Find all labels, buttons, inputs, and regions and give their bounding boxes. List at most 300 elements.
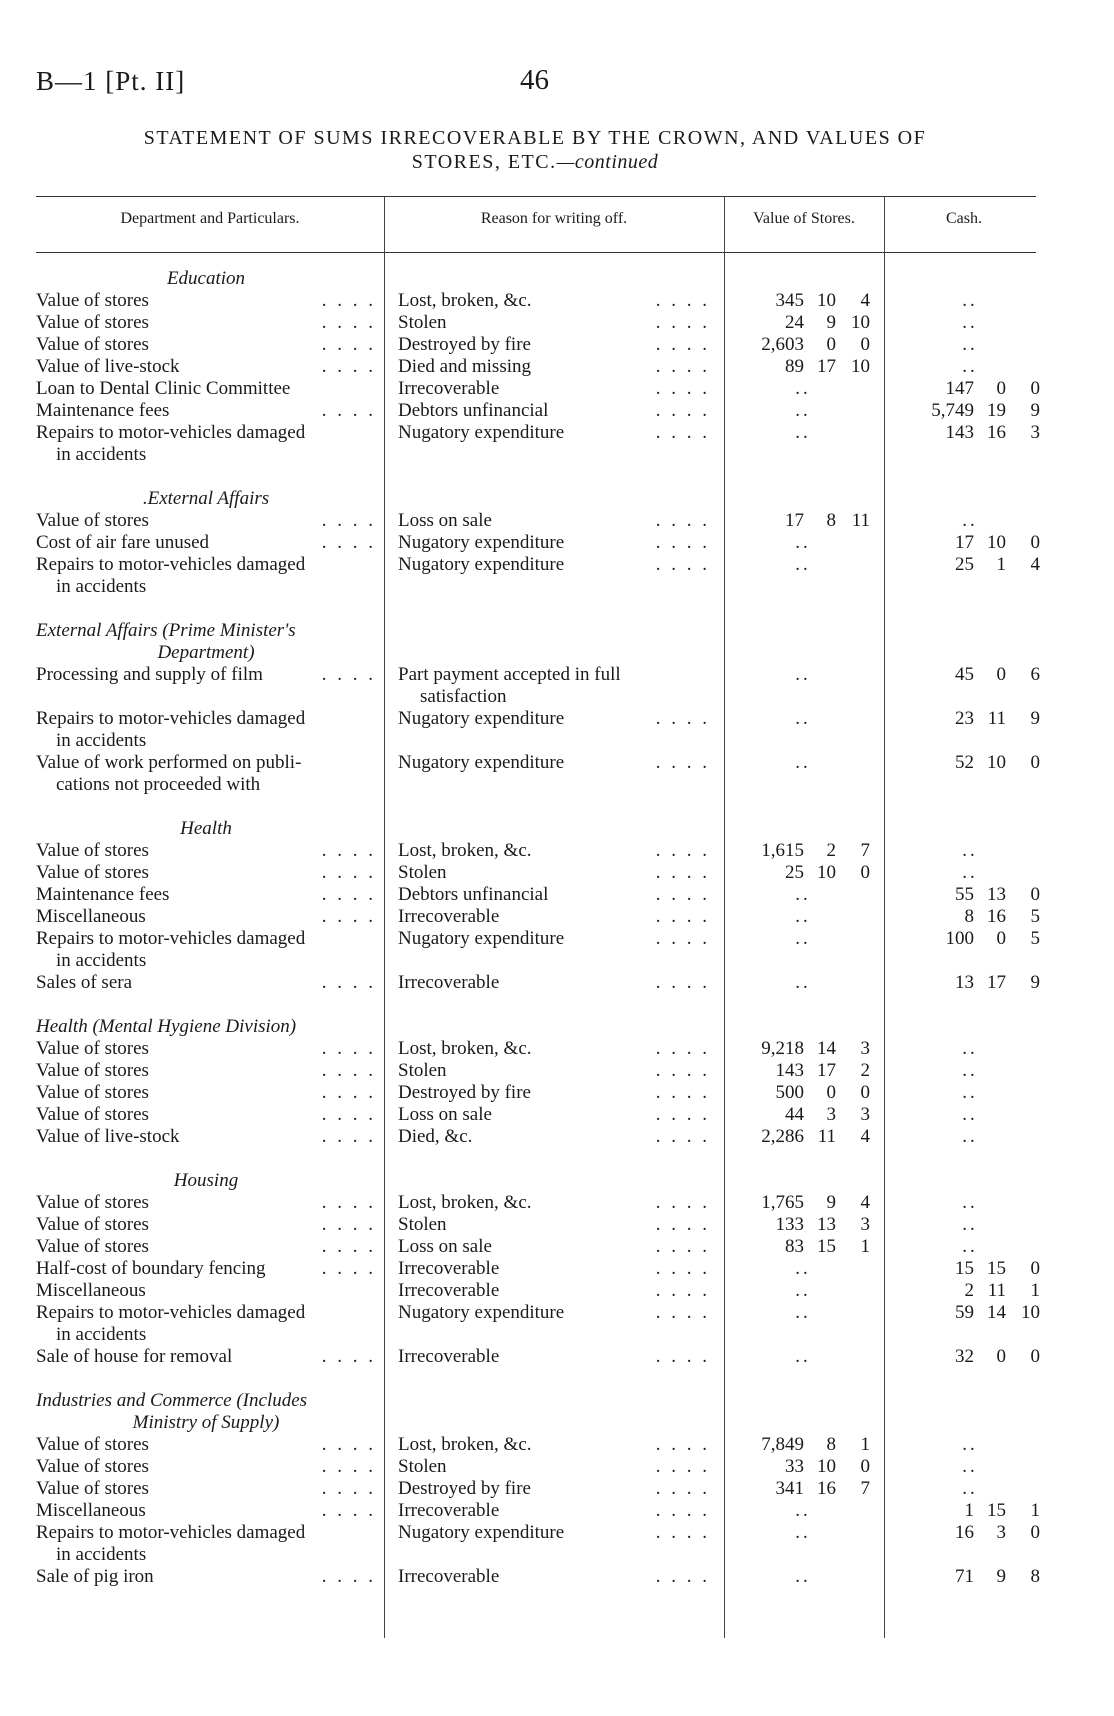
leader-dots: . . . . [321,1104,376,1125]
cash-value-nil: .. [962,1214,978,1235]
row-reason [398,1258,710,1280]
table-row [0,1258,1114,1280]
stores-value-pounds: 24 [785,312,804,333]
cash-value-pence: 1 [1030,1500,1040,1521]
section-heading-row [0,1170,1114,1192]
cash-value-shillings: 10 [987,532,1006,553]
reason-text: Loss on sale [398,1104,492,1125]
cash-value-shillings: 10 [987,752,1006,773]
stores-value [736,906,870,928]
page-number: 46 [520,64,549,96]
stores-value-pounds: 345 [775,290,804,311]
row-particulars [36,1126,376,1148]
cash-value-shillings: 17 [987,972,1006,993]
stores-value-pounds: 341 [775,1478,804,1499]
stores-value-nil: .. [795,532,811,553]
leader-dots: . . . . [321,972,376,993]
row-particulars [36,422,376,466]
title-line-2: STORES, ETC.—continued [411,151,659,173]
table-row [0,1522,1114,1566]
table-row [0,1126,1114,1148]
row-reason [398,312,710,334]
cash-value-nil: .. [962,334,978,355]
row-reason [398,1104,710,1126]
cash-value-shillings: 14 [987,1302,1006,1323]
cash-value [900,1478,1040,1500]
cash-value [900,400,1040,422]
leader-dots: . . . . [321,1126,376,1147]
leader-dots: . . . . [655,1280,710,1301]
cash-value-shillings: 0 [996,928,1006,949]
table-row [0,928,1114,972]
leader-dots: . . . . [655,1192,710,1213]
leader-dots: . . . . [321,1478,376,1499]
row-reason [398,1522,710,1544]
table-row [0,1038,1114,1060]
particulars-text: Value of stores [36,334,149,355]
row-particulars [36,840,376,862]
particulars-text: Processing and supply of film [36,664,263,685]
cash-value-nil: .. [962,1038,978,1059]
particulars-text-cont: in accidents [56,1544,147,1565]
row-particulars [36,1456,376,1478]
reason-text: Irrecoverable [398,1280,500,1301]
particulars-text-cont: in accidents [56,444,147,465]
cash-value-pounds: 5,749 [931,400,974,421]
cash-value-pounds: 1 [964,1500,974,1521]
leader-dots: . . . . [655,532,710,553]
reason-text: Lost, broken, &c. [398,1038,532,1059]
statement-table [0,268,1114,1588]
row-reason [398,1434,710,1456]
leader-dots: . . . . [655,422,710,443]
section-heading-row [0,1390,1114,1434]
cash-value-shillings: 0 [996,664,1006,685]
row-particulars [36,708,376,752]
row-particulars [36,1258,376,1280]
cash-value [900,510,1040,532]
cash-value-pounds: 23 [955,708,974,729]
stores-value [736,1214,870,1236]
cash-value-pounds: 45 [955,664,974,685]
particulars-text-cont: in accidents [56,1324,147,1345]
section-heading: Industries and Commerce (Includes [36,1390,308,1411]
column-header-cash: Cash. [946,210,982,227]
cash-value-pence: 0 [1030,378,1040,399]
cash-value [900,972,1040,994]
stores-value [736,972,870,994]
stores-value [736,1500,870,1522]
stores-value-pence: 4 [860,290,870,311]
leader-dots: . . . . [321,884,376,905]
leader-dots: . . . . [655,290,710,311]
leader-dots: . . . . [655,840,710,861]
stores-value-shillings: 16 [817,1478,836,1499]
stores-value [736,862,870,884]
table-header-rule [36,252,1036,253]
cash-value [900,312,1040,334]
stores-value [736,1192,870,1214]
cash-value-nil: .. [962,1456,978,1477]
row-reason [398,1302,710,1324]
cash-value-pounds: 25 [955,554,974,575]
leader-dots: . . . . [321,1060,376,1081]
stores-value-nil: .. [795,928,811,949]
table-row [0,312,1114,334]
reason-text: Lost, broken, &c. [398,1192,532,1213]
stores-value-pounds: 17 [785,510,804,531]
cash-value [900,1302,1040,1324]
leader-dots: . . . . [321,334,376,355]
cash-value-pounds: 17 [955,532,974,553]
table-row [0,1192,1114,1214]
stores-value-pence: 0 [860,1456,870,1477]
row-reason [398,378,710,400]
cash-value-pounds: 32 [955,1346,974,1367]
leader-dots: . . . . [655,1500,710,1521]
cash-value-nil: .. [962,1192,978,1213]
reason-text: Nugatory expenditure [398,422,565,443]
row-reason [398,928,710,950]
reason-text: Stolen [398,1214,447,1235]
particulars-text: Miscellaneous [36,1500,146,1521]
section-spacer [0,994,1114,1016]
cash-value [900,554,1040,576]
stores-value-pence: 11 [851,510,870,531]
leader-dots: . . . . [655,510,710,531]
section-spacer [0,598,1114,620]
reason-text: Irrecoverable [398,906,500,927]
cash-value [900,1456,1040,1478]
stores-value-pence: 1 [860,1434,870,1455]
stores-value-pence: 7 [860,840,870,861]
cash-value-pence: 6 [1030,664,1040,685]
table-row [0,532,1114,554]
cash-value-nil: .. [962,1478,978,1499]
stores-value-nil: .. [795,1500,811,1521]
leader-dots: . . . . [655,1346,710,1367]
stores-value-pence: 2 [860,1060,870,1081]
row-particulars [36,400,376,422]
cash-value-pence: 0 [1030,1522,1040,1543]
stores-value-pounds: 9,218 [761,1038,804,1059]
leader-dots: . . . . [321,1346,376,1367]
stores-value [736,1280,870,1302]
leader-dots: . . . . [321,312,376,333]
cash-value-nil: .. [962,510,978,531]
row-reason [398,1566,710,1588]
leader-dots: . . . . [655,906,710,927]
cash-value-shillings: 11 [987,708,1006,729]
cash-value-pounds: 55 [955,884,974,905]
table-row [0,356,1114,378]
stores-value-nil: .. [795,906,811,927]
stores-value-shillings: 17 [817,356,836,377]
stores-value-shillings: 8 [826,510,836,531]
cash-value-pounds: 13 [955,972,974,993]
particulars-text: Value of stores [36,1192,149,1213]
section-heading: Education [166,268,246,289]
stores-value-shillings: 14 [817,1038,836,1059]
reason-text: Destroyed by fire [398,334,531,355]
stores-value [736,422,870,444]
stores-value-pence: 4 [860,1192,870,1213]
stores-value [736,356,870,378]
stores-value-nil: .. [795,1280,811,1301]
section-heading-cont: Department) [157,642,255,663]
reason-text: Lost, broken, &c. [398,840,532,861]
row-reason [398,532,710,554]
reason-text: Loss on sale [398,1236,492,1257]
row-reason [398,1236,710,1258]
row-reason [398,1478,710,1500]
section-heading: Housing [173,1170,239,1191]
cash-value [900,378,1040,400]
row-particulars [36,510,376,532]
cash-value-nil: .. [962,862,978,883]
section-spacer [0,1368,1114,1390]
row-particulars [36,1038,376,1060]
table-row [0,378,1114,400]
reason-text: Stolen [398,862,447,883]
cash-value-pence: 0 [1030,752,1040,773]
cash-value-shillings: 19 [987,400,1006,421]
table-row [0,1346,1114,1368]
stores-value [736,1346,870,1368]
cash-value [900,1192,1040,1214]
leader-dots: . . . . [321,1038,376,1059]
row-reason [398,1038,710,1060]
stores-value-pounds: 2,286 [761,1126,804,1147]
cash-value-shillings: 11 [987,1280,1006,1301]
cash-value-shillings: 3 [996,1522,1006,1543]
particulars-text: Value of stores [36,862,149,883]
leader-dots: . . . . [655,928,710,949]
row-particulars [36,972,376,994]
leader-dots: . . . . [655,884,710,905]
particulars-text-cont: in accidents [56,730,147,751]
row-particulars [36,884,376,906]
reason-text: Stolen [398,1060,447,1081]
stores-value [736,1566,870,1588]
row-reason [398,1214,710,1236]
row-particulars [36,1082,376,1104]
particulars-text: Repairs to motor-vehicles damaged [36,708,306,729]
reason-text: Nugatory expenditure [398,554,565,575]
stores-value [736,510,870,532]
table-row [0,972,1114,994]
leader-dots: . . . . [655,1060,710,1081]
column-header-stores: Value of Stores. [753,210,855,227]
stores-value [736,884,870,906]
cash-value [900,664,1040,686]
reason-text: Lost, broken, &c. [398,1434,532,1455]
cash-value-pence: 3 [1030,422,1040,443]
stores-value [736,1104,870,1126]
leader-dots: . . . . [655,1214,710,1235]
leader-dots: . . . . [655,972,710,993]
cash-value-pounds: 143 [945,422,974,443]
stores-value-shillings: 10 [817,1456,836,1477]
particulars-text: Value of stores [36,1478,149,1499]
leader-dots: . . . . [655,312,710,333]
table-row [0,1302,1114,1346]
particulars-text-cont: cations not proceeded with [56,774,261,795]
stores-value-shillings: 11 [817,1126,836,1147]
stores-value-nil: .. [795,1522,811,1543]
leader-dots: . . . . [321,862,376,883]
table-row [0,1082,1114,1104]
row-particulars [36,1104,376,1126]
reason-text: Nugatory expenditure [398,752,565,773]
stores-value-nil: .. [795,972,811,993]
row-reason [398,400,710,422]
row-particulars [36,290,376,312]
cash-value [900,708,1040,730]
leader-dots: . . . . [321,290,376,311]
stores-value-pounds: 143 [775,1060,804,1081]
leader-dots: . . . . [321,840,376,861]
reason-text: Nugatory expenditure [398,928,565,949]
cash-value [900,884,1040,906]
stores-value [736,928,870,950]
row-particulars [36,1192,376,1214]
leader-dots: . . . . [655,1038,710,1059]
leader-dots: . . . . [655,708,710,729]
leader-dots: . . . . [655,1456,710,1477]
section-heading: Health [180,818,232,839]
particulars-text: Value of live-stock [36,1126,180,1147]
leader-dots: . . . . [321,1214,376,1235]
stores-value-pounds: 33 [785,1456,804,1477]
reason-text: Died, &c. [398,1126,473,1147]
cash-value-pence: 8 [1030,1566,1040,1587]
cash-value-nil: .. [962,840,978,861]
particulars-text: Value of stores [36,1104,149,1125]
particulars-text: Value of stores [36,1214,149,1235]
row-reason [398,1126,710,1148]
stores-value-nil: .. [795,708,811,729]
particulars-text: Repairs to motor-vehicles damaged [36,1302,306,1323]
cash-value-pounds: 52 [955,752,974,773]
particulars-text: Sale of pig iron [36,1566,154,1587]
particulars-text: Repairs to motor-vehicles damaged [36,422,306,443]
table-row [0,906,1114,928]
particulars-text-cont: in accidents [56,576,147,597]
row-particulars [36,862,376,884]
column-header-particulars: Department and Particulars. [120,210,300,227]
row-particulars [36,1346,376,1368]
reason-text: Irrecoverable [398,378,500,399]
stores-value [736,1060,870,1082]
stores-value-pounds: 83 [785,1236,804,1257]
row-reason [398,862,710,884]
cash-value-nil: .. [962,312,978,333]
cash-value [900,422,1040,444]
particulars-text: Maintenance fees [36,884,170,905]
section-spacer [0,466,1114,488]
row-particulars [36,334,376,356]
cash-value-shillings: 9 [996,1566,1006,1587]
stores-value [736,1082,870,1104]
row-reason [398,1082,710,1104]
row-reason [398,1346,710,1368]
cash-value [900,1104,1040,1126]
row-reason [398,1456,710,1478]
cash-value [900,1434,1040,1456]
stores-value-nil: .. [795,664,811,685]
stores-value [736,752,870,774]
stores-value-pounds: 1,615 [761,840,804,861]
row-particulars [36,554,376,598]
leader-dots: . . . . [321,1258,376,1279]
section-spacer [0,1148,1114,1170]
reason-text: Part payment accepted in full [398,664,621,685]
row-reason [398,906,710,928]
leader-dots: . . . . [321,510,376,531]
stores-value [736,1302,870,1324]
row-reason [398,510,710,532]
cash-value-pence: 9 [1030,400,1040,421]
section-heading-row [0,818,1114,840]
particulars-text: Loan to Dental Clinic Committee [36,378,291,399]
reason-text: Nugatory expenditure [398,532,565,553]
row-particulars [36,906,376,928]
particulars-text-cont: in accidents [56,950,147,971]
cash-value-nil: .. [962,1060,978,1081]
row-reason [398,1060,710,1082]
stores-value-nil: .. [795,884,811,905]
cash-value-nil: .. [962,1082,978,1103]
table-row [0,290,1114,312]
row-reason [398,884,710,906]
row-particulars [36,1478,376,1500]
section-spacer [0,796,1114,818]
cash-value-pence: 0 [1030,1346,1040,1367]
stores-value-pence: 4 [860,1126,870,1147]
cash-value [900,1280,1040,1302]
stores-value [736,1126,870,1148]
cash-value-pounds: 8 [964,906,974,927]
particulars-text: Maintenance fees [36,400,170,421]
stores-value [736,1456,870,1478]
row-particulars [36,378,376,400]
cash-value-pence: 0 [1030,532,1040,553]
page-reference: B—1 [Pt. II] [36,66,186,96]
table-row [0,1478,1114,1500]
particulars-text: Value of live-stock [36,356,180,377]
cash-value-pounds: 15 [955,1258,974,1279]
particulars-text: Value of stores [36,840,149,861]
leader-dots: . . . . [655,554,710,575]
table-row [0,752,1114,796]
title-line-1: STATEMENT OF SUMS IRRECOVERABLE BY THE CROWN, AND VALUES OF [143,127,927,149]
particulars-text: Value of stores [36,1456,149,1477]
table-row [0,510,1114,532]
cash-value [900,1236,1040,1258]
stores-value-nil: .. [795,1346,811,1367]
leader-dots: . . . . [321,664,376,685]
stores-value [736,1258,870,1280]
particulars-text: Cost of air fare unused [36,532,210,553]
section-heading-row [0,620,1114,664]
row-reason [398,290,710,312]
stores-value-pounds: 25 [785,862,804,883]
particulars-text: Sale of house for removal [36,1346,233,1367]
cash-value-shillings: 13 [987,884,1006,905]
leader-dots: . . . . [321,1500,376,1521]
stores-value [736,1434,870,1456]
